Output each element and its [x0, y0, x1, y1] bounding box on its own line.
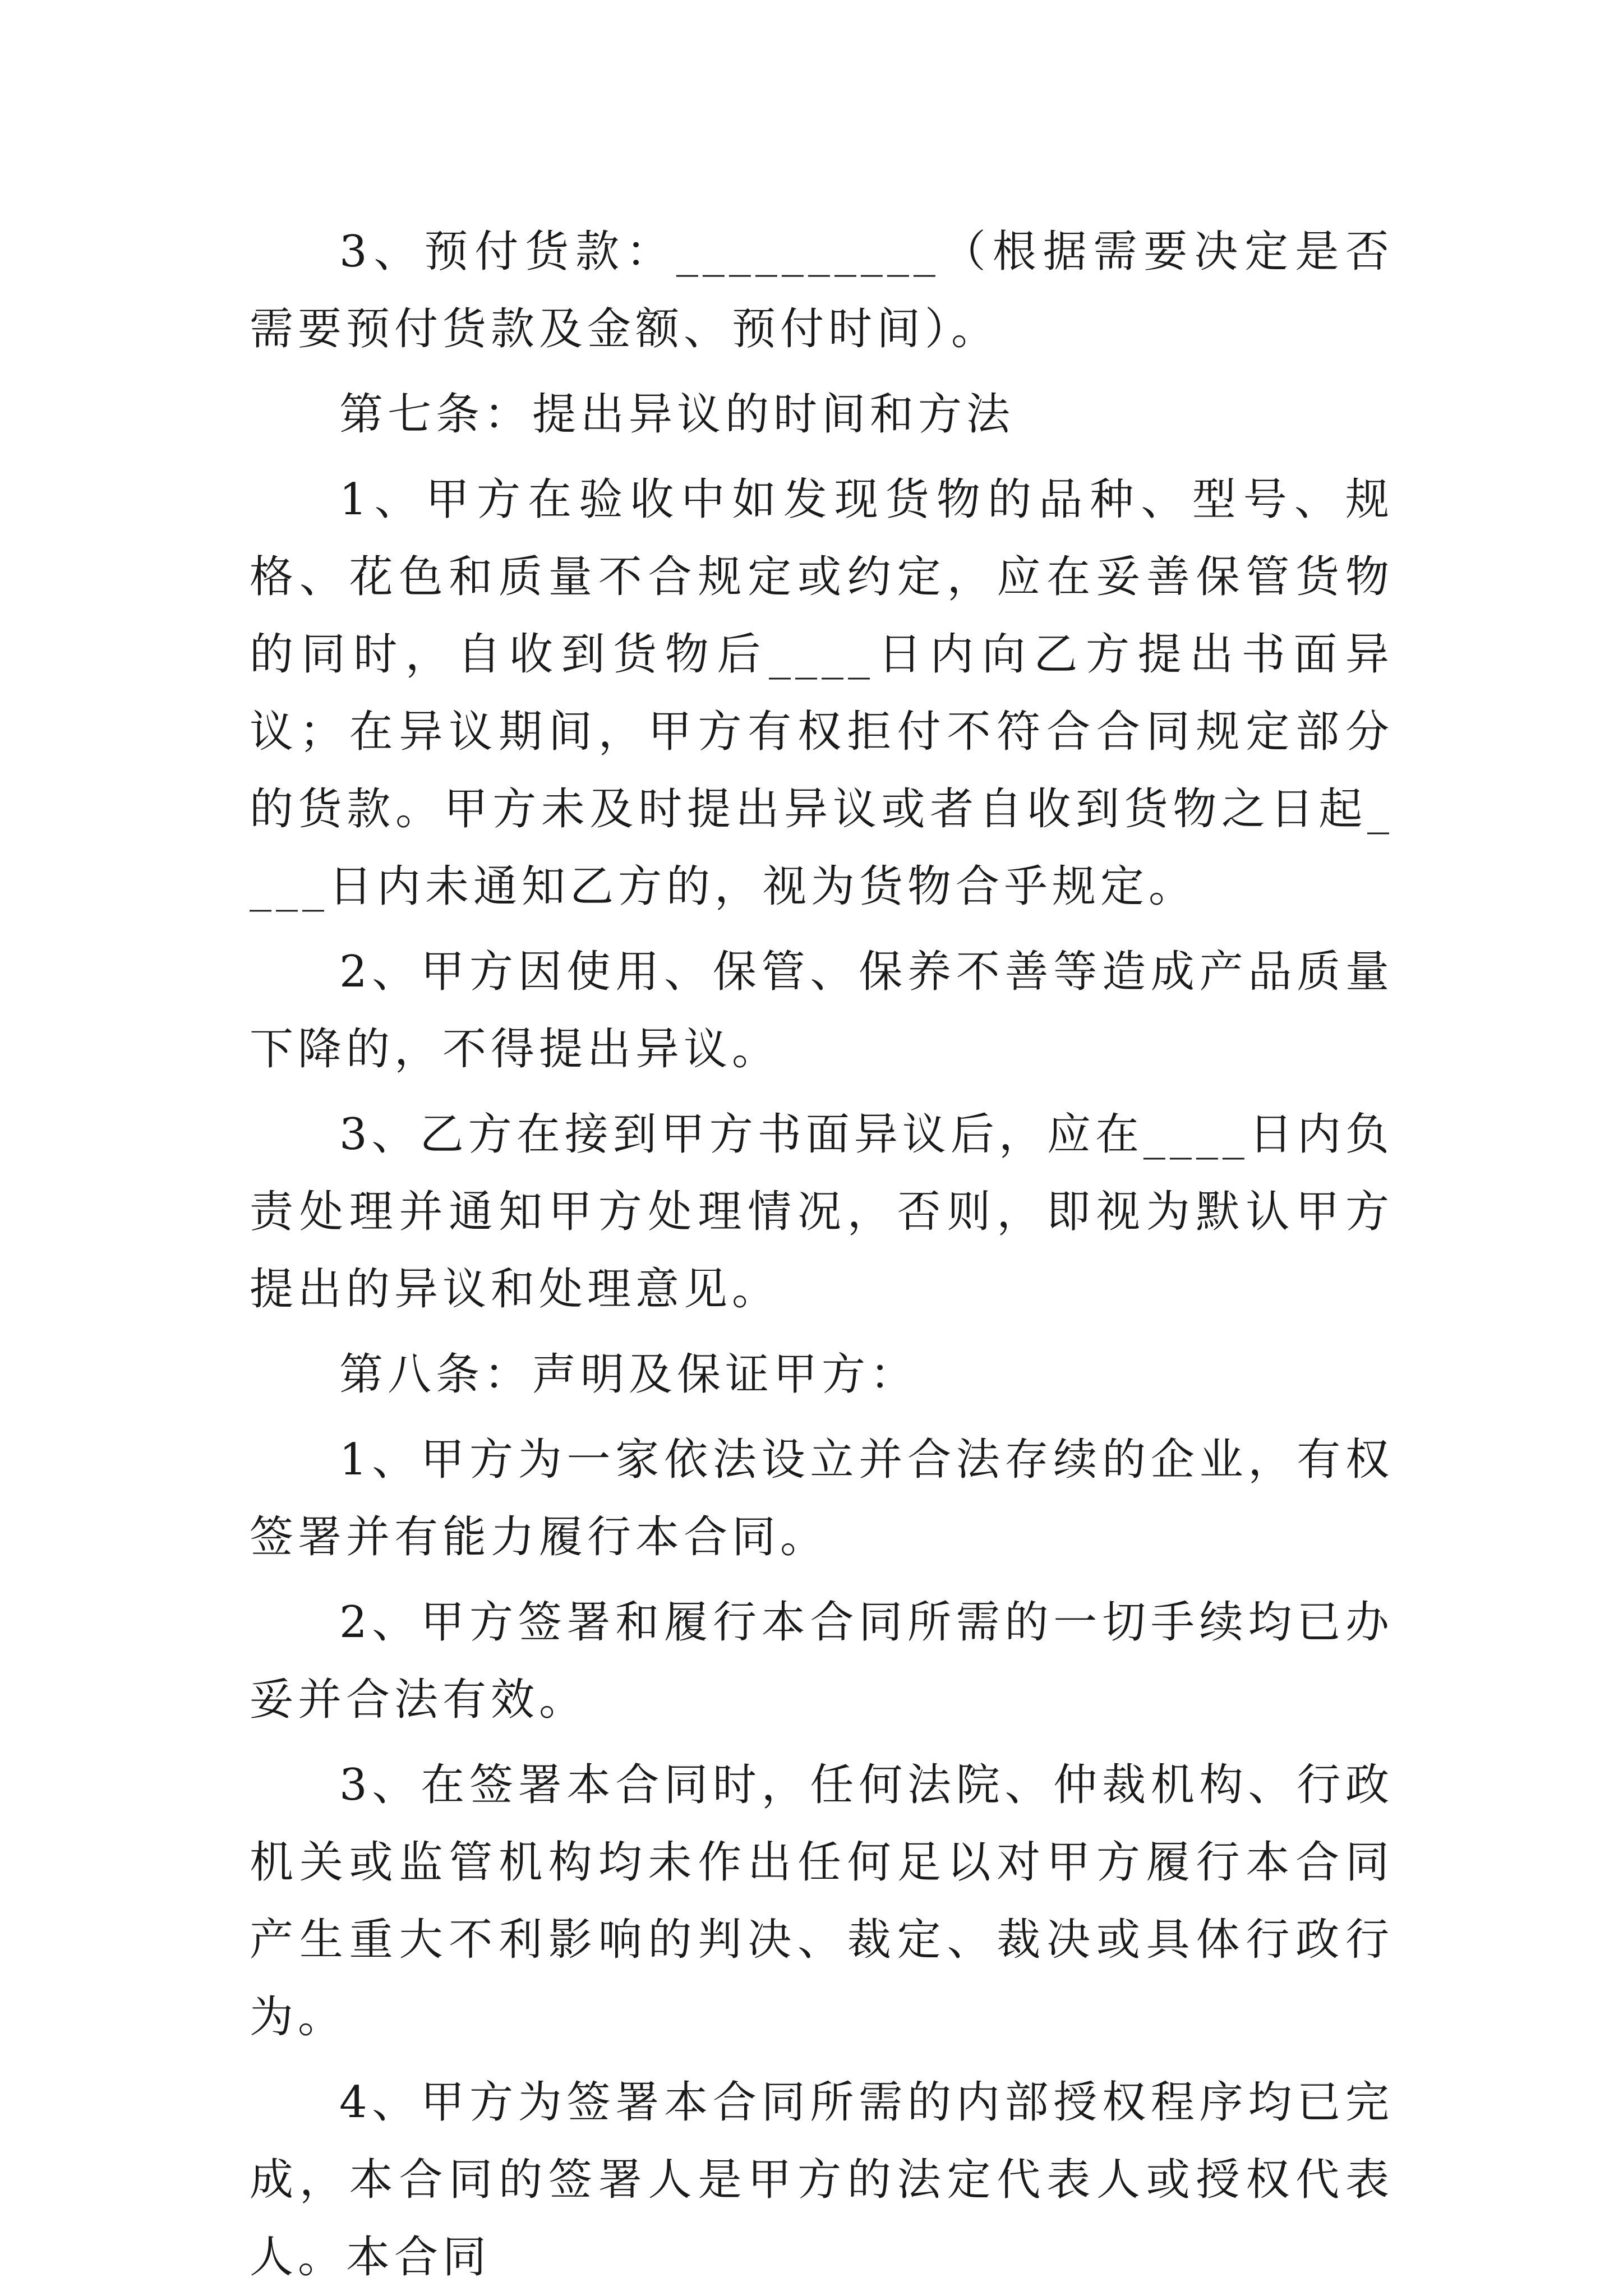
article-8-clause-4: 4、甲方为签署本合同所需的内部授权程序均已完成，本合同的签署人是甲方的法定代表人或授权代表人。本合同 [250, 2077, 1394, 2283]
article-7-clause-1: 1、甲方在验收中如发现货物的品种、型号、规格、花色和质量不合规定或约定，应在妥善保管货物的同时，自收到货物后____日内向乙方提出书面异议；在异议期间，甲方有权拒付不符合合同规定部分的货款。甲方未及时提出异议或者自收到货物之日起____日内未通知乙方的，视为货物合乎规定。 [250, 474, 1394, 912]
article-8-clause-3: 3、在签署本合同时，任何法院、仲裁机构、行政机关或监管机构均未作出任何足以对甲方履行本合同产生重大不利影响的判决、裁定、裁决或具体行政行为。 [250, 1760, 1394, 2043]
article-7-clause-3: 3、乙方在接到甲方书面异议后，应在____日内负责处理并通知甲方处理情况，否则，即视为默认甲方提出的异议和处理意见。 [250, 1109, 1394, 1315]
article-8-heading: 第八条：声明及保证甲方： [339, 1349, 919, 1400]
article-8-clause-2: 2、甲方签署和履行本合同所需的一切手续均已办妥并合法有效。 [250, 1597, 1394, 1725]
article-7-clause-2: 2、甲方因使用、保管、保养不善等造成产品质量下降的，不得提出异议。 [250, 947, 1394, 1075]
article-7-heading: 第七条：提出异议的时间和方法 [339, 389, 1015, 440]
document-page [250, 213, 1394, 2296]
article-8-clause-1: 1、甲方为一家依法设立并合法存续的企业，有权签署并有能力履行本合同。 [250, 1435, 1394, 1562]
paragraph-prepayment: 3、预付货款：__________（根据需要决定是否需要预付货款及金额、预付时间）。 [250, 227, 1394, 354]
